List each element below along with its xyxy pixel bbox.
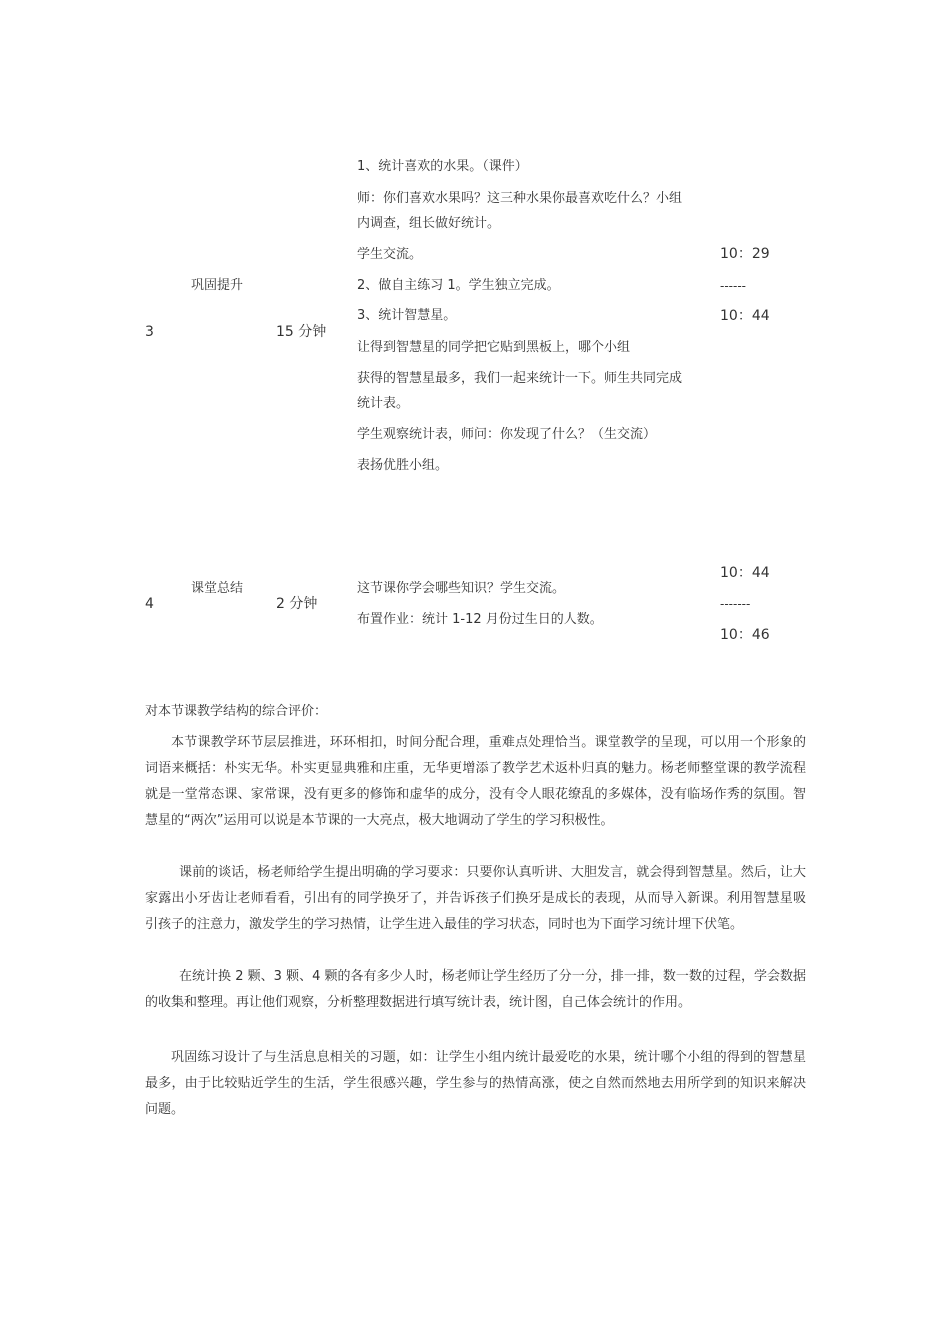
row-number: 4 xyxy=(145,596,154,612)
activity-line: 这节课你学会哪些知识？学生交流。 xyxy=(357,581,566,596)
time-end: 10：46 xyxy=(720,627,770,643)
evaluation-paragraph: 本节课教学环节层层推进，环环相扣，时间分配合理，重难点处理恰当。课堂教学的呈现，可以用一个形象的词语来概括：朴实无华。朴实更显典雅和庄重，无华更增添了教学艺术返朴归真的魅力。杨老师整堂课的教学流程就是一堂常态课、家常课，没有更多的修饰和虚华的成分，没有令人眼花缭乱的多媒体，没有临场作秀的氛围。智慧星的“两次”运用可以说是本节课的一大亮点，极大地调动了学生的学习积极性。 xyxy=(145,735,806,828)
activity-line: 师：你们喜欢水果吗？这三种水果你最喜欢吃什么？小组 xyxy=(357,191,683,206)
evaluation-heading: 对本节课教学结构的综合评价： xyxy=(145,704,328,719)
activity-line: 表扬优胜小组。 xyxy=(357,458,449,473)
activity-line: 1、统计喜欢的水果。（课件） xyxy=(357,159,528,174)
row-number: 3 xyxy=(145,324,154,340)
activity-line: 学生交流。 xyxy=(357,247,423,262)
stage-name: 课堂总结 xyxy=(191,581,244,596)
time-separator: ------- xyxy=(720,597,751,611)
activity-line: 学生观察统计表，师问：你发现了什么？（生交流） xyxy=(357,427,657,442)
activity-line: 3、统计智慧星。 xyxy=(357,308,457,323)
activity-line: 2、做自主练习 1。学生独立完成。 xyxy=(357,278,560,293)
activity-line: 获得的智慧星最多，我们一起来统计一下。师生共同完成 xyxy=(357,371,683,386)
evaluation-paragraph: 课前的谈话，杨老师给学生提出明确的学习要求：只要你认真听讲、大胆发言，就会得到智慧星。然后，让大家露出小牙齿让老师看看，引出有的同学换牙了，并告诉孩子们换牙是成长的表现，从而导入新课。利用智慧星吸引孩子的注意力，激发学生的学习热情，让学生进入最佳的学习状态，同时也为下面学习统计埋下伏笔。 xyxy=(145,865,806,932)
activity-line: 让得到智慧星的同学把它贴到黑板上，哪个小组 xyxy=(357,340,631,355)
time-end: 10：44 xyxy=(720,308,770,324)
stage-name: 巩固提升 xyxy=(191,278,244,293)
time-start: 10：29 xyxy=(720,246,770,262)
evaluation-paragraph: 在统计换 2 颗、3 颗、4 颗的各有多少人时，杨老师让学生经历了分一分，排一排，数一数的过程，学会数据的收集和整理。再让他们观察，分析整理数据进行填写统计表，统计图，自己体会统计的作用。 xyxy=(145,969,806,1010)
evaluation-paragraph: 巩固练习设计了与生活息息相关的习题，如：让学生小组内统计最爱吃的水果，统计哪个小组的得到的智慧星最多，由于比较贴近学生的生活，学生很感兴趣，学生参与的热情高涨，使之自然而然地去用所学到的知识来解决问题。 xyxy=(145,1050,806,1117)
activity-line: 内调查，组长做好统计。 xyxy=(357,216,501,231)
stage-duration: 15 分钟 xyxy=(276,324,327,340)
time-start: 10：44 xyxy=(720,565,770,581)
stage-duration: 2 分钟 xyxy=(276,596,318,612)
activity-line: 统计表。 xyxy=(357,396,410,411)
time-separator: ------ xyxy=(720,279,746,293)
activity-line: 布置作业：统计 1-12 月份过生日的人数。 xyxy=(357,612,603,627)
